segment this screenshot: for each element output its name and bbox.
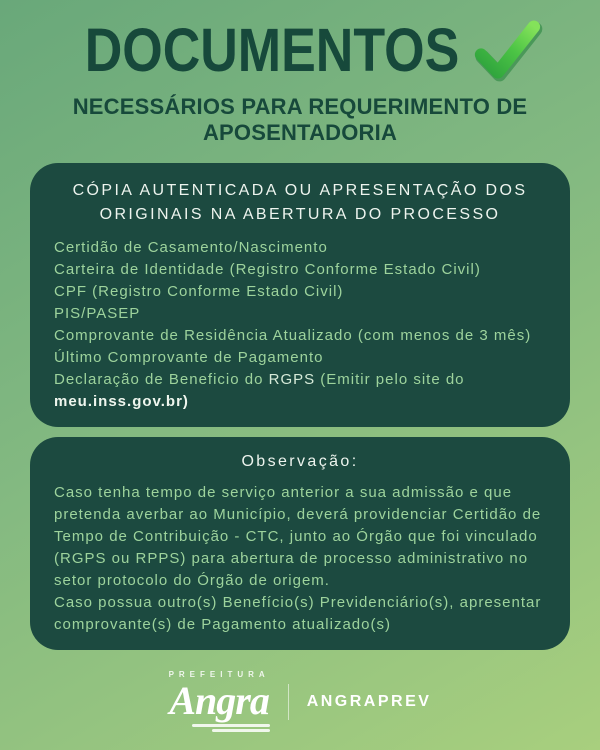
title-row (85, 18, 544, 84)
footer-divider (288, 684, 289, 720)
document-list-item: PIS/PASEP (54, 304, 141, 322)
document-list-item: Declaração de Beneficio do RGPS (Emitir pelo site do meu.inss.gov.br) (54, 370, 465, 410)
observation-card (30, 437, 570, 650)
checkmark-icon (469, 18, 543, 84)
observation-paragraph: Caso possua outro(s) Benefício(s) Previdenciário(s), apresentar comprovante(s) de Pagamento atualizado(s) (54, 593, 542, 633)
documents-card (30, 163, 570, 427)
document-list-item: Comprovante de Residência Atualizado (com menos de 3 mês) (54, 326, 532, 344)
footer (169, 671, 432, 732)
document-list-item: CPF (Registro Conforme Estado Civil) (54, 282, 344, 300)
observation-card-header: Observação: (241, 452, 359, 470)
documents-list (54, 237, 546, 413)
document-list-item: Certidão de Casamento/Nascimento (54, 238, 328, 256)
angra-logo-tagline (169, 724, 270, 732)
tagline-bar (212, 729, 270, 732)
observation-paragraph: Caso tenha tempo de serviço anterior a sua admissão e que pretenda averbar ao Município, deverá providenciar Certidão de Tempo de Contribuição - CTC, junto ao Órgão que foi vinculado (RGPS ou RPPS) para abertura de processo administrativo no setor protocolo do Órgão de origem. (54, 483, 542, 589)
angraprev-label: ANGRAPREV (306, 692, 432, 710)
document-list-item: Último Comprovante de Pagamento (54, 348, 324, 366)
page-subtitle: NECESSÁRIOS PARA REQUERIMENTO DE APOSENTADORIA (72, 94, 528, 146)
page-title: DOCUMENTOS (84, 16, 460, 86)
documents-card-header: CÓPIA AUTENTICADA OU APRESENTAÇÃO DOS ORIGINAIS NA ABERTURA DO PROCESSO (72, 181, 528, 223)
prefeitura-label: PREFEITURA (168, 670, 270, 679)
angra-logo-text: Angra (169, 678, 269, 723)
observation-body (54, 482, 546, 636)
tagline-bar (192, 724, 270, 727)
angra-logo (169, 671, 270, 732)
document-list-item: Carteira de Identidade (Registro Conforme Estado Civil) (54, 260, 481, 278)
